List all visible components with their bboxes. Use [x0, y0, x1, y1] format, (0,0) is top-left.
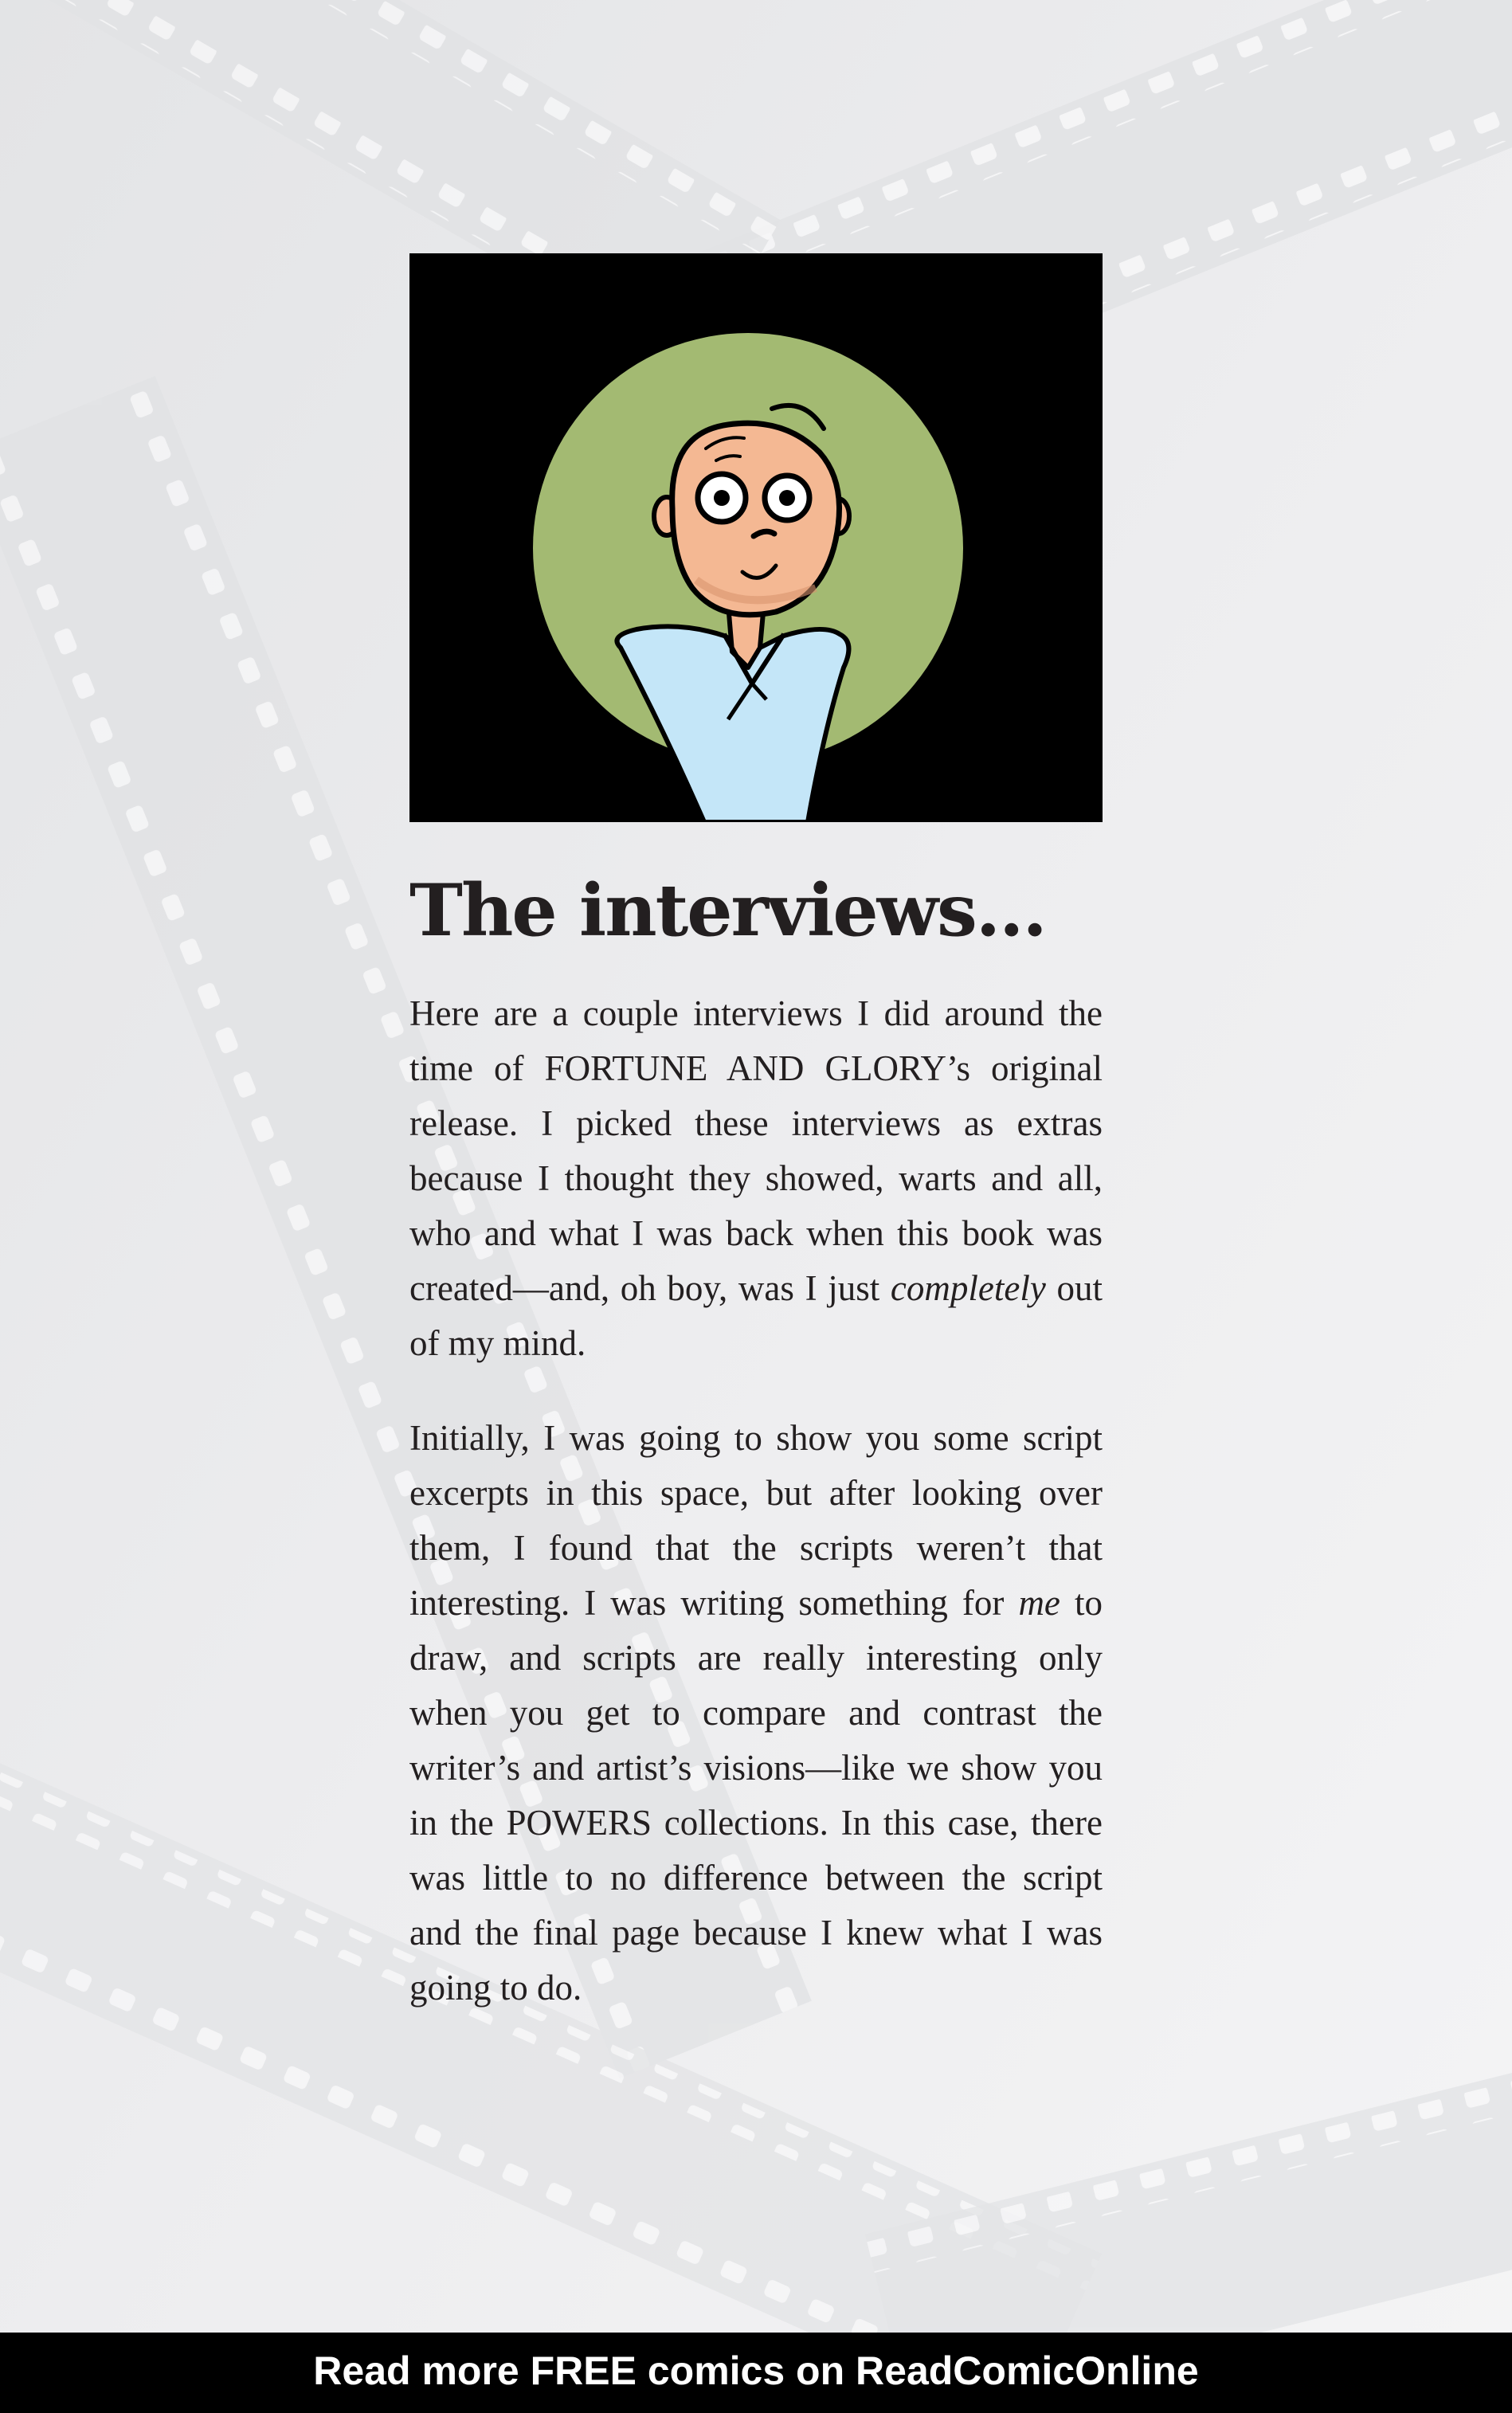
main-content — [409, 253, 1103, 2015]
footer-banner[interactable] — [0, 2333, 1512, 2413]
character-illustration — [409, 253, 1103, 822]
paragraph-scripts — [409, 1411, 1103, 2015]
footer-link-text[interactable]: Read more FREE comics on ReadComicOnline — [313, 2348, 1199, 2393]
page-title: The interviews… — [409, 868, 1046, 953]
paragraph-interviews — [409, 986, 1103, 1371]
emphasis-text: me — [1018, 1583, 1060, 1623]
paragraph-text: out of my mind. — [409, 1268, 1103, 1363]
emphasis-text: completely — [890, 1268, 1046, 1308]
paragraph-text: Here are a couple interviews I did around the time of FORTUNE AND GLORY’s original release. I picked these interviews as extras because I thought they showed, warts and all, who and what I was back when this book was created—and, oh boy, was I just — [409, 993, 1103, 1308]
paragraph-text: Initially, I was going to show you some script excerpts in this space, but after looking over them, I found that the scripts weren’t that interesting. I was writing something for — [409, 1418, 1103, 1623]
paragraph-text: to draw, and scripts are really interesting only when you get to compare and contrast the writer’s and artist’s visions—like we show you in the POWERS collections. In this case, there was little to no difference between the script and the final page because I knew what I was going to do. — [409, 1583, 1103, 2008]
